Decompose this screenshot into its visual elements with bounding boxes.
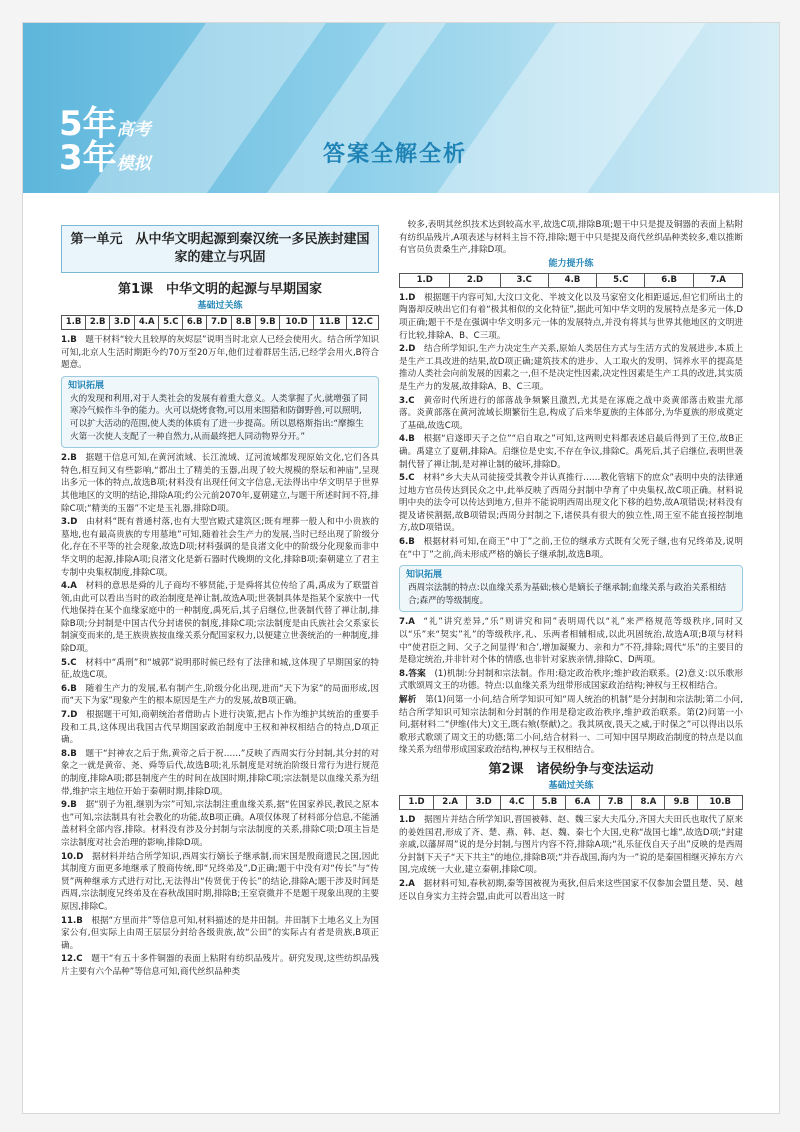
answer-explanation: “礼”讲究差异,“乐”则讲究和同”表明周代以“礼”来严格规范等级秩序,同时又以“乐”来“契实”礼”的等级秩序,礼、乐两者相辅相成,以此巩固统治,故选A项;B项与材料中“使君臣之间、父子之间显得‘和合’,增加凝聚力、亲和力”不符,排除;周代“乐”的主要目的是稳定统治,并非针对个体的情感,也非针对家族亲情,排除C、D两项。 bbox=[399, 617, 743, 666]
answer-explanation: 根据题干可知,商朝统治者借助占卜进行决策,把占卜作为维护其统治的重要手段和工具,这体现出我国古代早期国家政治制度中王权和神权相结合的特点,D项正确。 bbox=[61, 710, 379, 746]
answer-cell: 2.B bbox=[86, 316, 110, 330]
answer-list bbox=[399, 219, 743, 257]
answer-table bbox=[399, 273, 743, 288]
answer-item bbox=[399, 433, 743, 471]
answer-cell: 3.C bbox=[500, 273, 548, 287]
answer-explanation: 题干“有五十多件铜器的表面上粘附有纺织品残片。研究发现,这些纺织品残片主要有六个品种”等信息可知,商代丝织品种类 bbox=[61, 954, 379, 977]
knowledge-text: 火的发现和利用,对于人类社会的发展有着重大意义。人类掌握了火,就增强了同寒冷气候作斗争的能力。火可以烧烤食物,可以用来围猎和防御野兽,可以照明,可以扩大活动的范围,使人类的体质有了进一步提高。所以恩格斯指出:“摩擦生火第一次使人支配了一种自然力,从而最终把人同动物界分开。” bbox=[70, 393, 368, 442]
answer-explanation: 随着生产力的发展,私有制产生,阶级分化出现,进而“天下为家”的局面形成,因而“天下为家”现象产生的根本原因是生产力的发展,故B项正确。 bbox=[61, 683, 379, 707]
answer-number: 2.A bbox=[399, 878, 415, 889]
answer-cell: 11.B bbox=[313, 316, 346, 330]
section-label: 基础过关练 bbox=[548, 780, 594, 791]
answer-cell: 10.B bbox=[698, 795, 743, 809]
answer-explanation: 材料的意思是舜的儿子商均不够贤能,于是舜将其位传给了禹,禹成为了联盟首领,由此可以看出当时的政治制度是禅让制,故选A项;世袭制具体是指某个家族中一代代地保持在某个血缘家庭中的一种制度,禹死后,其子启继位,世袭制代替了禅让制,排除B项;分封制是中国古代分封诸侯的制度,排除C项;宗法制度是由氏族社会父系家长制演变而来的,是王族贵族按血缘关系分配国家权力,以便建立世袭统治的一种制度,排除D项。 bbox=[61, 581, 379, 655]
answer-explanation: 第(1)问第一小问,结合所学知识可知“周人统治的机制”是分封制和宗法制;第二小问,结合所学知识可知宗法制和分封制的作用是稳定政治秩序,维护政治联系。第(2)问第一小问,据材料二“伊维(伟大)文王,既右飨(祭献)之。我其夙夜,畏天之威,于时保之”可以得出以乐歌形式歌颂了周文王的功德;第二小问,结合材料一、二可知中国早期政治制度的特点是以血缘关系为纽带形成国家政治结构,神权与王权相结合。 bbox=[399, 695, 743, 756]
answer-number: 3.D bbox=[61, 517, 78, 528]
answer-item bbox=[61, 657, 379, 682]
answer-table bbox=[399, 795, 743, 810]
header-banner bbox=[23, 23, 779, 193]
answer-number: 4.B bbox=[399, 434, 415, 445]
answer-explanation: 据图片并结合所学知识,晋国被韩、赵、魏三家大夫瓜分,齐国大夫田氏也取代了原来的姜姓国君,形成了齐、楚、燕、韩、赵、魏、秦七个大国,史称“战国七雄”,故选D项;“封建亲戚,以藩屏周”说的是分封制,与图片内容不符,排除A项;“礼乐征伐自天子出”反映的是西周分封制下天子“天下共主”的地位,排除B项;“并吞战国,海内为一”说的是秦国相继灭掉东方六国,完成统一大业,建立秦朝,排除C项。 bbox=[399, 814, 743, 876]
answer-number: 5.C bbox=[399, 473, 415, 484]
answer-item bbox=[61, 799, 379, 849]
answer-cell: 1.B bbox=[62, 316, 86, 330]
answer-number: 3.C bbox=[399, 395, 415, 406]
answer-item bbox=[61, 452, 379, 515]
knowledge-box bbox=[61, 376, 379, 448]
answer-number: 9.B bbox=[61, 800, 77, 811]
answer-number: 6.B bbox=[399, 537, 415, 548]
answer-list bbox=[61, 452, 379, 978]
answer-cell: 7.B bbox=[599, 795, 632, 809]
answer-explanation: 黄帝时代所进行的部落战争频繁且激烈,尤其是在涿鹿之战中炎黄部落击败蚩尤部落。炎黄部落在黄河流域长期繁衍生息,构成了后来华夏族的主体部分,为华夏族的形成奠定了基础,故选C项。 bbox=[399, 395, 743, 431]
section-label: 能力提升练 bbox=[548, 258, 594, 269]
answer-cell: 4.C bbox=[501, 795, 533, 809]
answer-cell: 6.A bbox=[566, 795, 599, 809]
answer-explanation: 题干材料“较大且较厚的灰烬层”说明当时北京人已经会使用火。结合所学知识可知,北京人生活时期距今约70万至20万年,他们过着群居生活,已经学会用火,B符合题意。 bbox=[61, 335, 379, 371]
answer-item bbox=[399, 814, 743, 877]
answer-cell: 5.C bbox=[597, 273, 645, 287]
page-sheet bbox=[22, 22, 780, 1114]
answer-cell: 7.A bbox=[693, 273, 742, 287]
answer-item bbox=[61, 748, 379, 798]
answer-cell: 3.D bbox=[110, 316, 135, 330]
answer-explanation: 据“别子为祖,继别为宗”可知,宗法制注重血缘关系,据“佐国家养民,教民之原本也”可知,宗法制具有社会教化的功能,故B项正确。A项仅体现了材料部分信息,不能涵盖材料全部内容,排除。材料没有涉及分封制与宗法制度的关系,排除C项;D项主旨是宗法制度对社会治理的影响,排除D项。 bbox=[61, 800, 379, 848]
answer-explanation: 根据“方里而井”等信息可知,材料描述的是井田制。井田制下土地名义上为国家公有,但实际上由周王层层分封给各级贵族,故“公田”的实际占有者是贵族,B项正确。 bbox=[61, 915, 379, 951]
answer-number: 2.B bbox=[61, 453, 77, 464]
unit-title: 第一单元 从中华文明起源到秦汉统一多民族封建国家的建立与巩固 bbox=[61, 225, 379, 273]
answer-cell: 1.D bbox=[400, 273, 450, 287]
answer-item bbox=[399, 395, 743, 433]
answer-explanation: 结合所学知识,生产力决定生产关系,原始人类居住方式与生活方式的发展进步,本质上是生产工具改进的结果,故D项正确;建筑技术的进步、人工取火的发明、饲养水平的提高是推动人类社会向前发展的因素之一,但不是决定性因素,决定性因素是生产工具的改进,其实质是生产力的发展,故排除A、B、C三项。 bbox=[399, 344, 743, 392]
answer-number: 11.B bbox=[61, 915, 83, 926]
answer-number: 解析 bbox=[399, 695, 417, 705]
answer-item bbox=[399, 668, 743, 693]
answer-number: 7.D bbox=[61, 710, 78, 721]
answer-cell: 9.B bbox=[665, 795, 698, 809]
answer-explanation: 题干“封神农之后于焦,黄帝之后于祝……”反映了西周实行分封制,其分封的对象之一就是黄帝、尧、舜等后代,故选B项;礼乐制度是对统治阶级日常行为进行规范的制度,排除A项;郡县制度产生的时间在战国时期,排除C项;宗法制是以血缘关系为纽带,维护宗主地位开始于秦朝时期,排除D项。 bbox=[61, 748, 379, 797]
answer-cell: 5.B bbox=[533, 795, 566, 809]
answer-cell: 2.A bbox=[434, 795, 467, 809]
answer-number: 2.D bbox=[399, 344, 416, 355]
answer-cell: 7.D bbox=[207, 316, 232, 330]
answer-list bbox=[399, 292, 743, 561]
section-label: 基础过关练 bbox=[197, 301, 243, 311]
answer-explanation: 根据“启遂即天子之位”“启自取之”可知,这两则史料都表述启最后得到了王位,故B正确。禹建立了夏朝,排除A。启继位是史实,不存在争议,排除C。禹死后,其子启继位,表明世袭制代替了禅让制,是对禅让制的破坏,排除D。 bbox=[399, 434, 743, 470]
answer-explanation: 根据题干内容可知,大汶口文化、半坡文化以及马家窑文化相距遥远,但它们所出土的陶器却反映出它们有着“极其相似的文化特征”,据此可知中华文明的发展特点是多元一体,D项正确;题干不是在强调中华文明多元一体的发展特点,并没有将其与世界其他地区的文明进行比较,排除A、B、C三项。 bbox=[399, 292, 743, 341]
answer-number: 4.A bbox=[61, 581, 77, 592]
knowledge-label: 知识拓展 bbox=[68, 380, 105, 391]
answer-number: 5.C bbox=[61, 657, 77, 668]
answer-explanation: 较多,表明其丝织技术达到较高水平,故选C项,排除B项;题干中只是提及铜器的表面上粘附有纺织品残片,A项表述与材料主旨不符,排除;题干中只是提及商代丝织品种类较多,难以推断有官员负责桑生产,排除D项。 bbox=[399, 220, 743, 256]
answer-item bbox=[61, 709, 379, 747]
answer-item bbox=[399, 536, 743, 561]
answer-number: 1.B bbox=[61, 335, 77, 345]
answer-number: 12.C bbox=[61, 954, 83, 965]
page-title: 答案全解全析 bbox=[323, 142, 468, 167]
answer-item bbox=[61, 580, 379, 656]
answer-table bbox=[61, 315, 379, 330]
answer-item bbox=[61, 915, 379, 953]
answer-list bbox=[399, 814, 743, 903]
answer-explanation: 据题干信息可知,在黄河流域、长江流域、辽河流域都发现原始文化,它们各具特色,相互间又有些影响,“都出土了精美的玉器,出现了较大规模的祭坛和神庙”,呈现出多元一体的特点,故选B项;材料没有出现任何文字信息,无法得出中华文明早于世界其他地区的文明的结论,排除A项;约公元前2070年,夏朝建立,与题干所述时间不符,排除C项;“精美的玉器”不定是玉礼器,排除D项。 bbox=[61, 453, 379, 514]
answer-number: 8.答案 bbox=[399, 668, 426, 679]
answer-cell: 8.B bbox=[232, 316, 256, 330]
brand-logo: 5年高考 3年模拟 bbox=[59, 104, 151, 178]
answer-cell: 2.D bbox=[450, 273, 500, 287]
answer-number: 1.D bbox=[399, 814, 416, 825]
answer-cell: 12.C bbox=[346, 316, 378, 330]
answer-item bbox=[399, 343, 743, 393]
answer-item bbox=[61, 334, 379, 372]
answer-explanation: 材料“乡大夫从司徒接受其教令并认真推行……教化管辖下的庶众”表明中央的法律通过地方官员传达到民众之中,此举反映了西周分封制中孕育了中央集权,故C项正确。材料说明中央的法令可以传达到地方,但并不能说明西周出现文化下移的趋势,故A项错误;材料没有提及诸侯割据,故B项错误;西周分封制之下,诸侯具有很大的独立性,周王室不能直接控制地方,故D项错误。 bbox=[399, 473, 743, 534]
answer-list bbox=[61, 334, 379, 372]
answer-item bbox=[61, 851, 379, 914]
answer-cell: 8.A bbox=[632, 795, 665, 809]
lesson-title: 第1课 中华文明的起源与早期国家 bbox=[117, 282, 323, 297]
answer-item bbox=[399, 472, 743, 535]
answer-explanation: 据材料可知,春秋初期,秦等国被视为夷狄,但后来这些国家不仅参加会盟且楚、吴、越还以自身实力主持会盟,由此可以看出这一时 bbox=[399, 878, 743, 902]
answer-item bbox=[399, 694, 743, 757]
answer-cell: 4.A bbox=[135, 316, 159, 330]
lesson-title: 第2课 诸侯纷争与变法运动 bbox=[488, 761, 654, 777]
answer-item bbox=[399, 878, 743, 903]
answer-item bbox=[399, 616, 743, 666]
answer-number: 6.B bbox=[61, 683, 77, 694]
answer-cell: 4.B bbox=[548, 273, 597, 287]
knowledge-text: 西周宗法制的特点:以血缘关系为基础;核心是嫡长子继承制;血缘关系与政治关系相结合;森严的等级制度。 bbox=[408, 583, 727, 606]
answer-number: 10.D bbox=[61, 851, 84, 862]
answer-cell: 5.C bbox=[159, 316, 183, 330]
answer-item bbox=[61, 953, 379, 978]
answer-item bbox=[61, 683, 379, 708]
right-column bbox=[399, 219, 743, 904]
answer-explanation: 据材料并结合所学知识,西周实行嫡长子继承制,而宋国是殷商遗民之国,因此其制度方面更多地继承了殷商传统,即“兄终弟及”,D正确;题干中没有对“传长”与“传贤”两种继承方式进行对比,无法得出“传贤优于传长”的结论,排除A;题干涉及时间是西周,宗法制度兄终弟及在春秋战国时期,排除B;王室衰微并不是题干现象出现的主要原因,排除C。 bbox=[61, 851, 379, 912]
answer-list bbox=[399, 616, 743, 757]
answer-explanation: (1)机制:分封制和宗法制。作用:稳定政治秩序;维护政治联系。(2)意义:以乐歌形式歌颂周文王的功德。特点:以血缘关系为纽带形成国家政治结构;神权与王权相结合。 bbox=[399, 668, 743, 692]
answer-item bbox=[399, 219, 743, 257]
answer-cell: 10.D bbox=[280, 316, 314, 330]
answer-item bbox=[61, 516, 379, 579]
answer-cell: 6.B bbox=[183, 316, 207, 330]
answer-cell: 6.B bbox=[645, 273, 694, 287]
answer-explanation: 由材料“既有普通村落,也有大型宫殿式建筑区;既有埋葬一般人和中小贵族的墓地,也有最高贵族的专用墓地”可知,随着社会生产力的发展,当时已经出现了阶级分化,存在不平等的社会现象,故选D项;材料强调的是良渚文化中的阶级分化现象而非中华文明的起源,排除A项;良渚文化是新石器时代晚期的文化,排除B项;秦朝建立了君主专制中央集权制度,排除C项。 bbox=[61, 517, 379, 578]
answer-explanation: 根据材料可知,在商王“中丁”之前,王位的继承方式既有父死子继,也有兄终弟及,说明在“中丁”之前,尚未形成严格的嫡长子继承制,故选B项。 bbox=[399, 537, 743, 560]
answer-number: 7.A bbox=[399, 617, 415, 628]
answer-item bbox=[399, 292, 743, 342]
answer-explanation: 材料中“禹刑”和“城郭”说明那时候已经有了法律和城,这体现了早期国家的特征,故选C项。 bbox=[61, 657, 379, 681]
knowledge-box bbox=[399, 565, 743, 612]
answer-cell: 3.D bbox=[467, 795, 501, 809]
answer-number: 8.B bbox=[61, 748, 77, 759]
answer-number: 1.D bbox=[399, 292, 416, 303]
answer-cell: 9.B bbox=[256, 316, 280, 330]
answer-cell: 1.D bbox=[400, 795, 434, 809]
knowledge-label: 知识拓展 bbox=[406, 570, 443, 581]
left-column bbox=[61, 219, 379, 980]
